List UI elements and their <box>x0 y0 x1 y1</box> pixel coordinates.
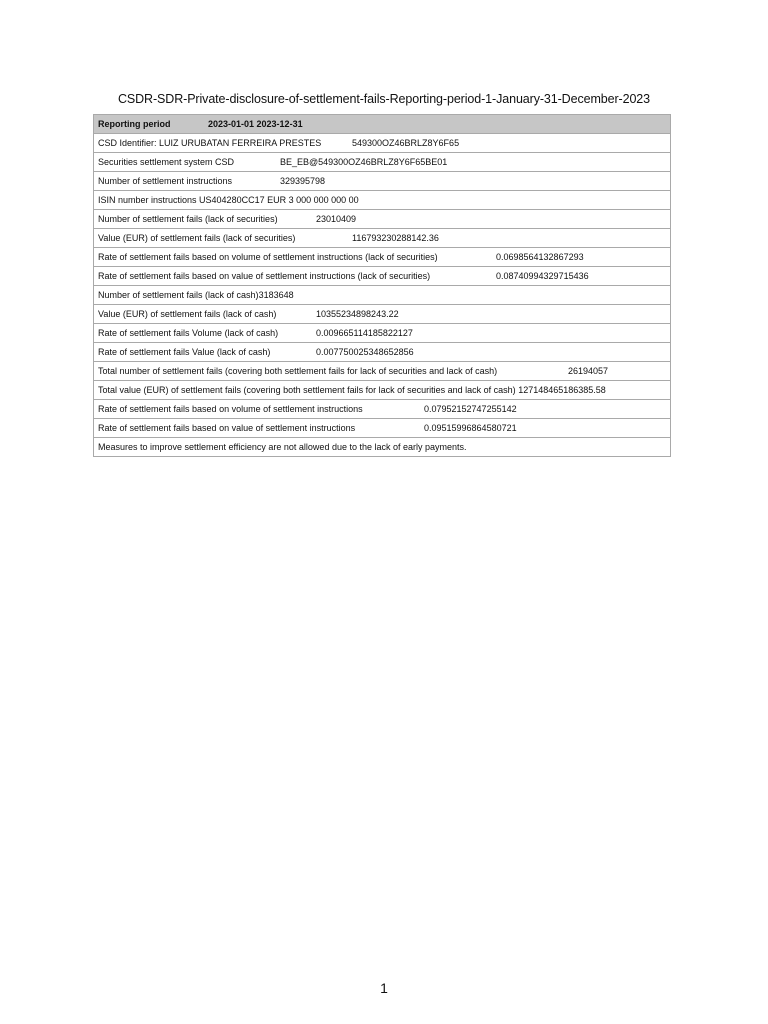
row-value: 10355234898243.22 <box>316 309 399 319</box>
row-value: BE_EB@549300OZ46BRLZ8Y6F65BE01 <box>280 157 448 167</box>
table-row <box>94 400 671 419</box>
table-cell <box>94 324 671 343</box>
header-label: Reporting period <box>98 119 171 129</box>
row-value: 549300OZ46BRLZ8Y6F65 <box>352 138 460 148</box>
row-value: 0.0698564132867293 <box>496 252 584 262</box>
row-label: Total number of settlement fails (covering both settlement fails for lack of securities and lack of cash) <box>98 366 498 376</box>
row-label: Value (EUR) of settlement fails (lack of securities) <box>98 233 296 243</box>
row-label: Number of settlement fails (lack of cash) <box>98 290 259 300</box>
row-value: 127148465186385.58 <box>518 385 606 395</box>
row-label: Number of settlement instructions <box>98 176 233 186</box>
settlement-fails-table <box>93 114 671 457</box>
row-label: Securities settlement system CSD <box>98 157 235 167</box>
table-cell <box>94 381 671 400</box>
table-row <box>94 343 671 362</box>
table-row <box>94 419 671 438</box>
table-row <box>94 229 671 248</box>
table-cell <box>94 134 671 153</box>
row-label: Value (EUR) of settlement fails (lack of cash) <box>98 309 277 319</box>
row-label: Rate of settlement fails based on value of settlement instructions (lack of securities) <box>98 271 431 281</box>
table-cell <box>94 191 671 210</box>
row-value: 26194057 <box>568 366 609 376</box>
table-row <box>94 305 671 324</box>
row-value: 329395798 <box>280 176 326 186</box>
header-value: 2023-01-01 2023-12-31 <box>208 119 303 129</box>
table-row <box>94 362 671 381</box>
table-cell <box>94 267 671 286</box>
document-title: CSDR-SDR-Private-disclosure-of-settlement-fails-Reporting-period-1-January-31-December-2023 <box>117 92 651 106</box>
table-cell <box>94 343 671 362</box>
row-value: 0.08740994329715436 <box>496 271 589 281</box>
table-row <box>94 324 671 343</box>
row-label: Measures to improve settlement efficiency are not allowed due to the lack of early payments. <box>98 442 467 452</box>
row-label: Rate of settlement fails Volume (lack of cash) <box>98 328 279 338</box>
table-cell <box>94 362 671 381</box>
table-cell <box>94 229 671 248</box>
page-number: 1 <box>380 980 388 996</box>
table-row <box>94 286 671 305</box>
row-label: Rate of settlement fails Value (lack of cash) <box>98 347 271 357</box>
row-value: 0.009665114185822127 <box>316 328 413 338</box>
table-row <box>94 248 671 267</box>
row-label: Total value (EUR) of settlement fails (covering both settlement fails for lack of securities and lack of cash) <box>98 385 516 395</box>
table-row <box>94 381 671 400</box>
table-cell <box>94 419 671 438</box>
table-cell <box>94 210 671 229</box>
row-value: 3183648 <box>258 290 294 300</box>
row-label: Rate of settlement fails based on volume of settlement instructions <box>98 404 363 414</box>
table-header-row <box>94 115 671 134</box>
table-cell <box>94 172 671 191</box>
table-row <box>94 153 671 172</box>
table-cell <box>94 438 671 457</box>
row-value: 0.007750025348652856 <box>316 347 414 357</box>
table-row <box>94 172 671 191</box>
table-cell <box>94 115 671 134</box>
table-row <box>94 191 671 210</box>
table-cell <box>94 286 671 305</box>
table-row <box>94 438 671 457</box>
table-cell <box>94 400 671 419</box>
table-row <box>94 267 671 286</box>
row-label: ISIN number instructions US404280CC17 EUR 3 000 000 000 00 <box>98 195 359 205</box>
table-row <box>94 210 671 229</box>
row-value: 0.07952152747255142 <box>424 404 517 414</box>
row-label: Rate of settlement fails based on value of settlement instructions <box>98 423 356 433</box>
table-cell <box>94 305 671 324</box>
table-row <box>94 134 671 153</box>
row-label: CSD Identifier: LUIZ URUBATAN FERREIRA PRESTES <box>98 138 322 148</box>
row-value: 116793230288142.36 <box>352 233 439 243</box>
row-label: Number of settlement fails (lack of securities) <box>98 214 278 224</box>
table-cell <box>94 153 671 172</box>
row-value: 0.09515996864580721 <box>424 423 517 433</box>
row-value: 23010409 <box>316 214 357 224</box>
row-label: Rate of settlement fails based on volume of settlement instructions (lack of securities) <box>98 252 438 262</box>
table-cell <box>94 248 671 267</box>
